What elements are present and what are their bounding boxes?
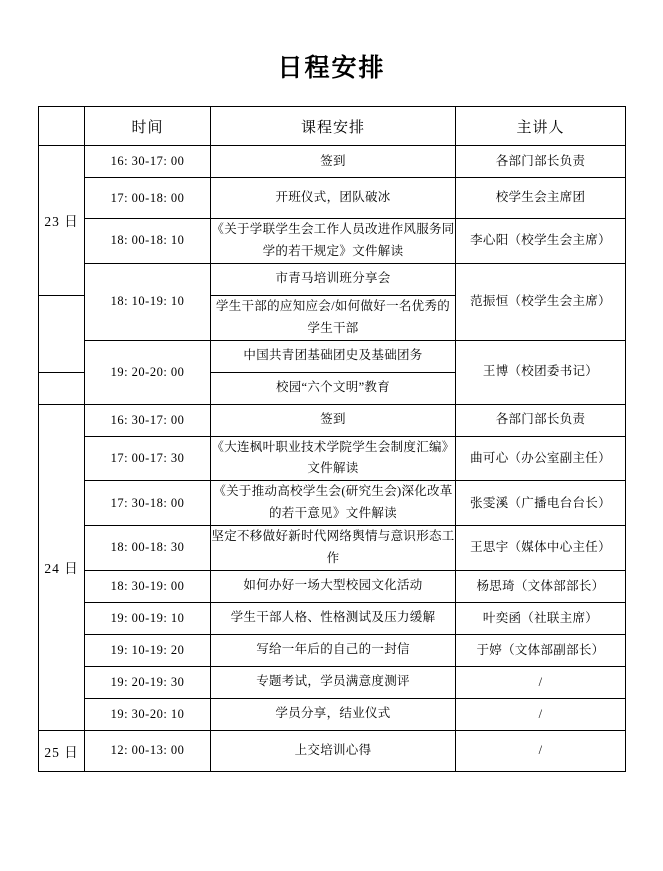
table-row: [39, 340, 626, 372]
table-row: [39, 404, 626, 436]
speaker-cell: 校学生会主席团: [456, 178, 626, 219]
speaker-cell: 李心阳（校学生会主席）: [456, 219, 626, 264]
table-row: [39, 263, 626, 295]
speaker-cell: 张雯溪（广播电台台长）: [456, 481, 626, 526]
course-cell: 签到: [211, 404, 456, 436]
time-cell: 18: 00-18: 10: [85, 219, 211, 264]
table-row: [39, 436, 626, 481]
table-row: [39, 634, 626, 666]
day-label-spacer: [39, 295, 85, 372]
time-cell: 19: 20-19: 30: [85, 666, 211, 698]
day-label-23: 23 日: [39, 146, 85, 296]
table-row: [39, 219, 626, 264]
time-cell: 17: 00-17: 30: [85, 436, 211, 481]
table-row: [39, 698, 626, 730]
table-row: [39, 146, 626, 178]
time-cell: 19: 10-19: 20: [85, 634, 211, 666]
header-day: [39, 107, 85, 146]
course-cell: 上交培训心得: [211, 730, 456, 771]
table-row: [39, 602, 626, 634]
time-cell: 19: 00-19: 10: [85, 602, 211, 634]
speaker-cell: 王博（校团委书记）: [456, 340, 626, 404]
course-cell: 学生干部人格、性格测试及压力缓解: [211, 602, 456, 634]
table-header: [39, 107, 626, 146]
time-cell: 16: 30-17: 00: [85, 146, 211, 178]
table-row: [39, 526, 626, 571]
course-cell: 学生干部的应知应会/如何做好一名优秀的学生干部: [211, 295, 456, 340]
header-speaker: 主讲人: [456, 107, 626, 146]
course-cell: 如何办好一场大型校园文化活动: [211, 570, 456, 602]
course-cell: 写给一年后的自己的一封信: [211, 634, 456, 666]
header-course: 课程安排: [211, 107, 456, 146]
table-header-row: [39, 107, 626, 146]
table-row: [39, 178, 626, 219]
table-row: [39, 481, 626, 526]
schedule-table: [38, 106, 626, 772]
course-cell: 中国共青团基础团史及基础团务: [211, 340, 456, 372]
schedule-table-container: [0, 106, 663, 772]
course-cell: 开班仪式，团队破冰: [211, 178, 456, 219]
time-cell: 19: 20-20: 00: [85, 340, 211, 404]
course-cell: 校园“六个文明”教育: [211, 372, 456, 404]
course-cell: 坚定不移做好新时代网络舆情与意识形态工作: [211, 526, 456, 571]
time-cell: 12: 00-13: 00: [85, 730, 211, 771]
header-time: 时间: [85, 107, 211, 146]
time-cell: 18: 10-19: 10: [85, 263, 211, 340]
day-label-25: 25 日: [39, 730, 85, 771]
time-cell: 16: 30-17: 00: [85, 404, 211, 436]
speaker-cell: /: [456, 666, 626, 698]
course-cell: 市青马培训班分享会: [211, 263, 456, 295]
speaker-cell: 于婷（文体部副部长）: [456, 634, 626, 666]
table-row: [39, 730, 626, 771]
speaker-cell: 范振恒（校学生会主席）: [456, 263, 626, 340]
speaker-cell: 各部门部长负责: [456, 404, 626, 436]
course-cell: 《大连枫叶职业技术学院学生会制度汇编》文件解读: [211, 436, 456, 481]
table-body: [39, 146, 626, 772]
time-cell: 18: 30-19: 00: [85, 570, 211, 602]
day-label-spacer: [39, 372, 85, 404]
course-cell: 签到: [211, 146, 456, 178]
time-cell: 17: 00-18: 00: [85, 178, 211, 219]
speaker-cell: 杨思琦（文体部部长）: [456, 570, 626, 602]
speaker-cell: /: [456, 730, 626, 771]
time-cell: 17: 30-18: 00: [85, 481, 211, 526]
course-cell: 《关于学联学生会工作人员改进作风服务同学的若干规定》文件解读: [211, 219, 456, 264]
course-cell: 《关于推动高校学生会(研究生会)深化改革的若干意见》文件解读: [211, 481, 456, 526]
course-cell: 学员分享，结业仪式: [211, 698, 456, 730]
page-title: 日程安排: [277, 55, 386, 82]
time-cell: 18: 00-18: 30: [85, 526, 211, 571]
speaker-cell: 各部门部长负责: [456, 146, 626, 178]
course-cell: 专题考试，学员满意度测评: [211, 666, 456, 698]
speaker-cell: 曲可心（办公室副主任）: [456, 436, 626, 481]
speaker-cell: 叶奕函（社联主席）: [456, 602, 626, 634]
speaker-cell: /: [456, 698, 626, 730]
speaker-cell: 王思宇（媒体中心主任）: [456, 526, 626, 571]
time-cell: 19: 30-20: 10: [85, 698, 211, 730]
table-row: [39, 666, 626, 698]
day-label-24: 24 日: [39, 404, 85, 730]
table-row: [39, 570, 626, 602]
